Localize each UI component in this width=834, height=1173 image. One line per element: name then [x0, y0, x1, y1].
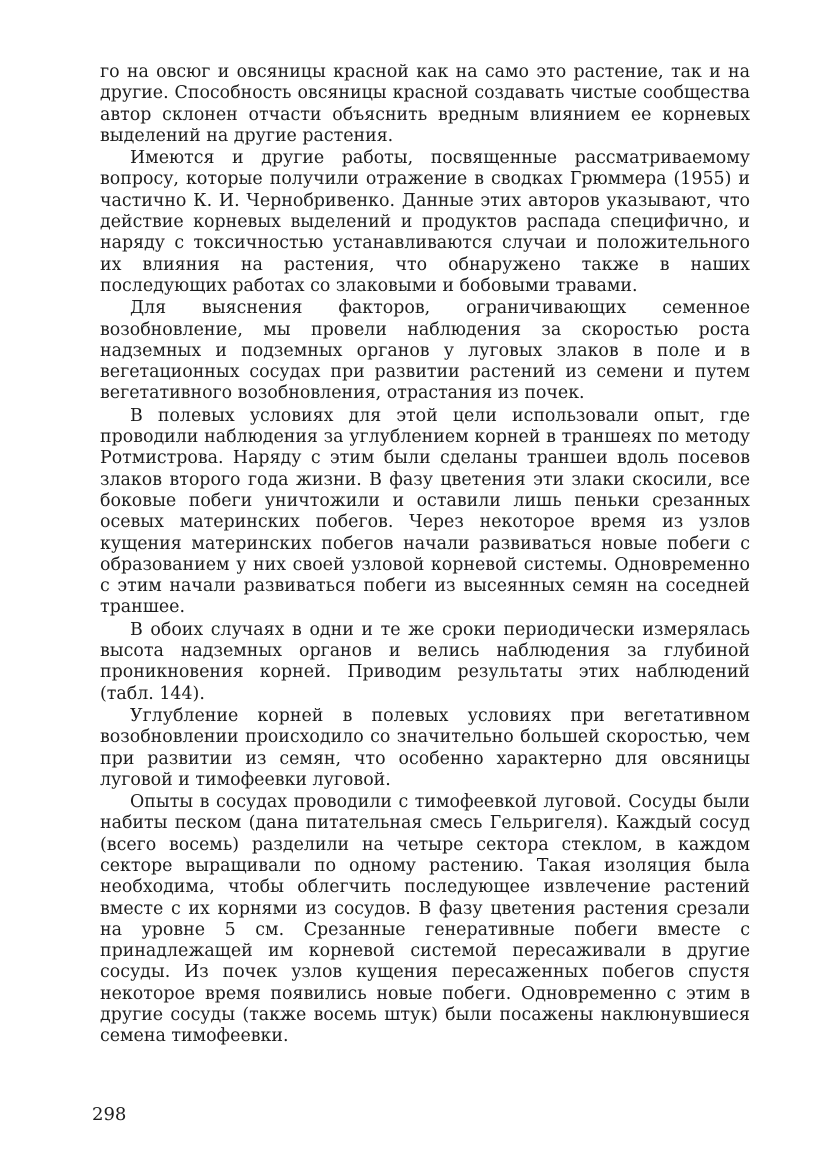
paragraph-other-works: Имеются и другие работы, посвященные рассматриваемому вопросу, которые получили отражение в сводках Грюммера (1955) и частично К. И. Чернобривенко. Данные этих авторов указывают, что действие корневых выделений и продуктов распада специфично, и наряду с токсичностью устанавливаются случаи и положительного их влияния на растения, что обнаружено также в наших последующих работах со злаковыми и бобовыми травами.: [100, 148, 750, 296]
paragraph-vessel-experiments: Опыты в сосудах проводили с тимофеевкой луговой. Сосуды были набиты песком (дана питательная смесь Гельригеля). Каждый сосуд (всего восемь) разделили на четыре сектора стеклом, в каждом секторе выращивали по одному растению. Такая изоляция была необходима, чтобы облегчить последующее извлечение растений вместе с их корнями из сосудов. В фазу цветения растения срезали на уровне 5 см. Срезанные генеративные побеги вместе с принадлежащей им корневой системой пересаживали в другие сосуды. Из почек узлов кущения пересаженных побегов спустя некоторое время появились новые побеги. Одновременно с этим в другие сосуды (также восемь штук) были посажены наклюнувшиеся семена тимофеевки.: [100, 792, 750, 1047]
paragraph-both-cases: В обоих случаях в одни и те же сроки периодически измерялась высота надземных органов и велись наблюдения за глубиной проникновения корней. Приводим результаты этих наблюдений (табл. 144).: [100, 619, 750, 704]
paragraph-factors: Для выяснения факторов, ограничивающих семенное возобновление, мы провели наблюдения за скоростью роста надземных и подземных органов у луговых злаков в поле и в вегетационных сосудах при развитии растений из семени и путем вегетативного возобновления, отрастания из почек.: [100, 298, 750, 404]
page-number: 298: [92, 1104, 127, 1125]
paragraph-root-deepening: Углубление корней в полевых условиях при вегетативном возобновлении происходило со значительно большей скоростью, чем при развитии из семян, что особенно характерно для овсяницы луговой и тимофеевки луговой.: [100, 705, 750, 790]
paragraph-field-conditions: В полевых условиях для этой цели использовали опыт, где проводили наблюдения за углублением корней в траншеях по методу Ротмистрова. Наряду с этим были сделаны траншеи вдоль посевов злаков второго года жизни. В фазу цветения эти злаки скосили, все боковые побеги уничтожили и оставили лишь пеньки срезанных осевых материнских побегов. Через некоторое время из узлов кущения материнских побегов начали развиваться новые побеги с образованием у них своей узловой корневой системы. Одновременно с этим начали развиваться побеги из высеянных семян на соседней траншее.: [100, 405, 750, 618]
page-body: [100, 62, 750, 1048]
paragraph-continuation: го на овсюг и овсяницы красной как на само это растение, так и на другие. Способность овсяницы красной создавать чистые сообщества автор склонен отчасти объяснить вредным влиянием ее корневых выделений на другие растения.: [100, 62, 750, 146]
